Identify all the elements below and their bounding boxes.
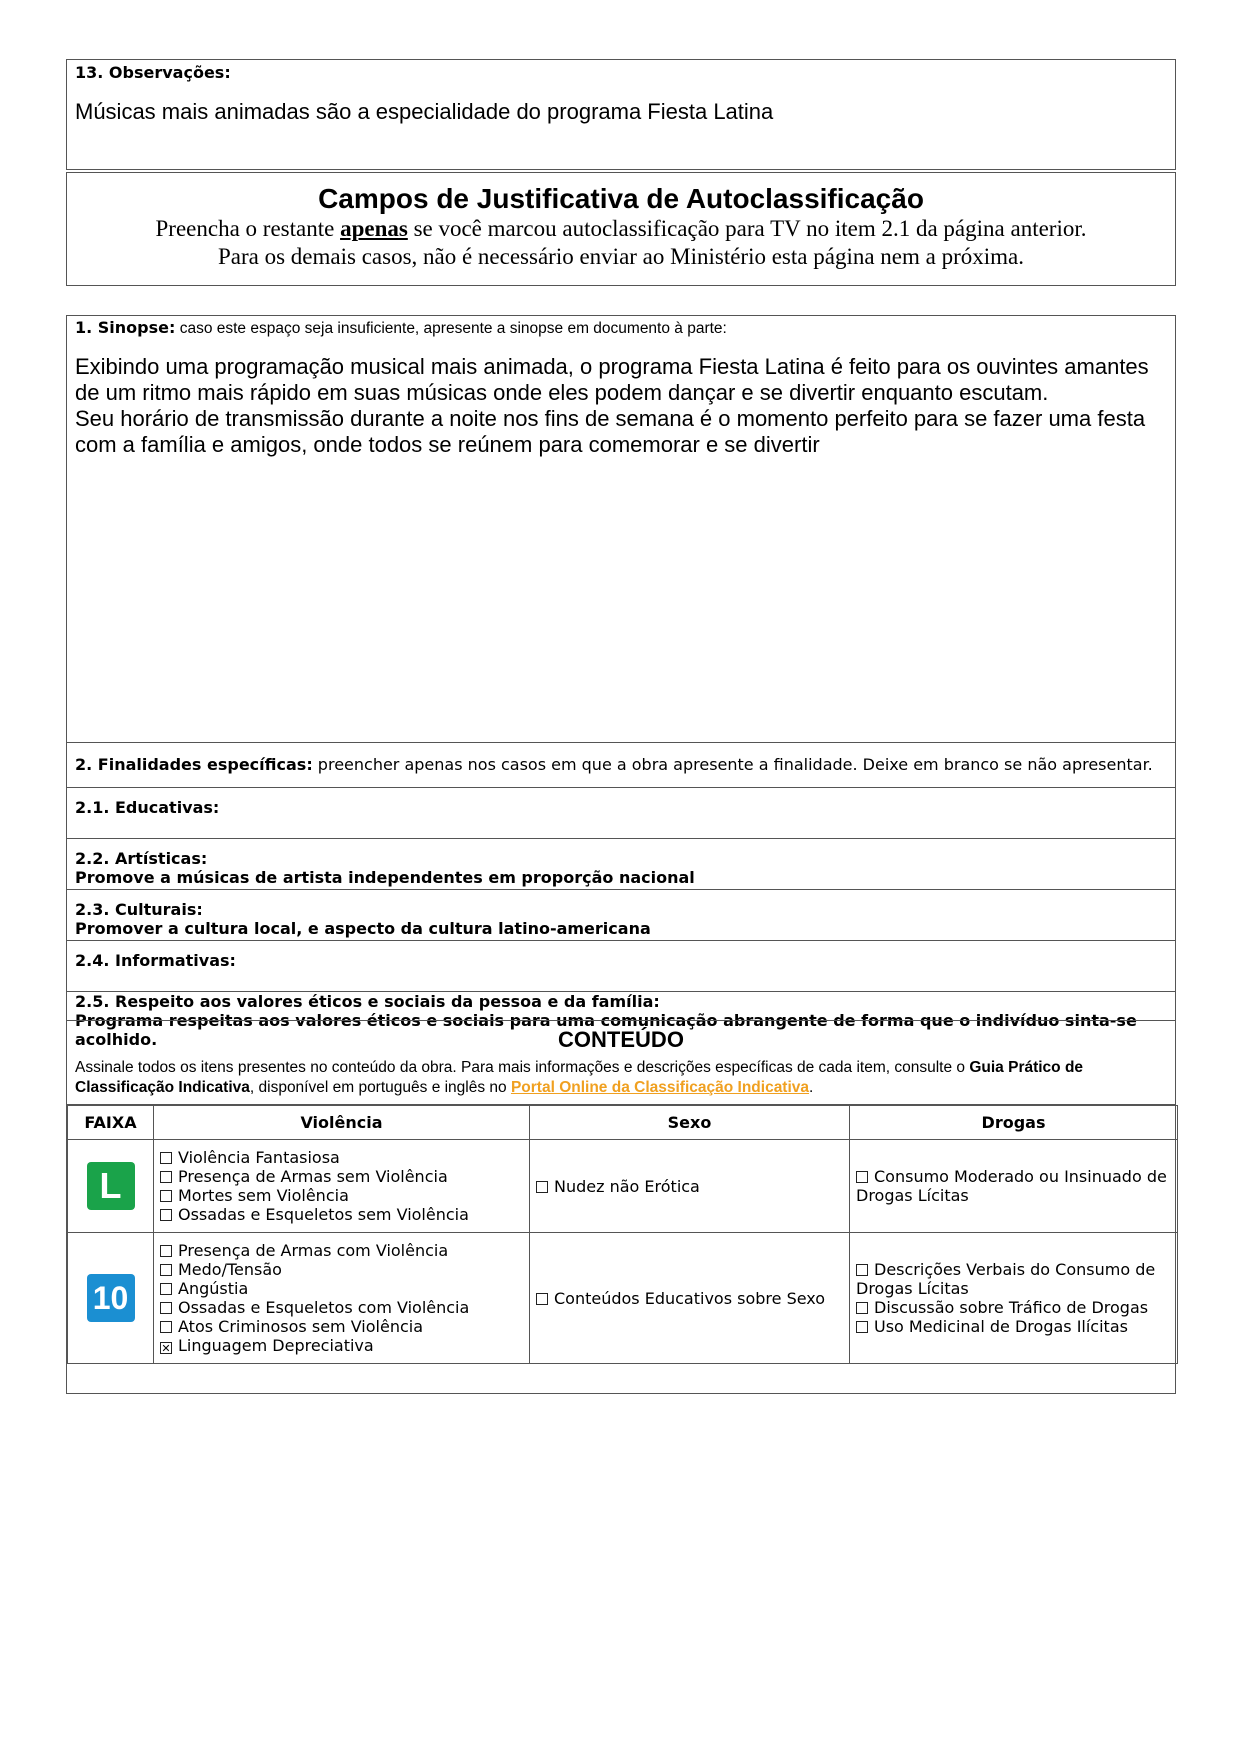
checkbox-item[interactable] bbox=[856, 1260, 1171, 1298]
table-row-l bbox=[68, 1140, 1178, 1233]
drogas-cell bbox=[850, 1233, 1178, 1364]
checkbox[interactable] bbox=[856, 1321, 868, 1333]
checkbox-label: Discussão sobre Tráfico de Drogas bbox=[874, 1298, 1149, 1317]
header-drogas: Drogas bbox=[850, 1106, 1178, 1140]
checkbox-label: Uso Medicinal de Drogas Ilícitas bbox=[874, 1317, 1128, 1336]
checkbox-item[interactable] bbox=[160, 1336, 523, 1355]
finalidade-content bbox=[75, 951, 236, 970]
finalidade-content bbox=[75, 900, 651, 938]
conteudo-table bbox=[67, 1105, 1178, 1364]
finalidade-informativas[interactable] bbox=[67, 941, 1175, 992]
campos-instruction-line1 bbox=[67, 215, 1175, 243]
finalidades-hint: preencher apenas nos casos em que a obra apresente a finalidade. Deixe em branco se não apresentar. bbox=[312, 755, 1153, 774]
checkbox-checked[interactable]: ✕ bbox=[161, 1342, 171, 1355]
header-sexo: Sexo bbox=[530, 1106, 850, 1140]
sinopse-label: 1. Sinopse: bbox=[75, 318, 176, 337]
checkbox-label: Ossadas e Esqueletos com Violência bbox=[178, 1298, 470, 1317]
checkbox-item[interactable] bbox=[160, 1260, 523, 1279]
drogas-cell bbox=[850, 1140, 1178, 1233]
finalidade-content bbox=[75, 798, 219, 817]
finalidade-value: Promove a músicas de artista independentes em proporção nacional bbox=[75, 868, 695, 887]
conteudo-text-mid: , disponível em português e inglês no bbox=[249, 1079, 511, 1096]
faixa-cell bbox=[68, 1140, 154, 1233]
checkbox-label: Consumo Moderado ou Insinuado de Drogas Lícitas bbox=[856, 1167, 1167, 1205]
header-faixa: FAIXA bbox=[68, 1106, 154, 1140]
finalidade-label: 2.3. Culturais: bbox=[75, 900, 203, 919]
observacoes-text[interactable]: Músicas mais animadas são a especialidade do programa Fiesta Latina bbox=[75, 99, 774, 124]
finalidade-educativas[interactable] bbox=[67, 788, 1175, 839]
finalidade-value: Promover a cultura local, e aspecto da cultura latino-americana bbox=[75, 919, 651, 938]
line1-emphasis: apenas bbox=[340, 216, 408, 241]
finalidade-label: 2.4. Informativas: bbox=[75, 951, 236, 970]
finalidade-culturais[interactable] bbox=[67, 890, 1175, 941]
violencia-cell bbox=[154, 1233, 530, 1364]
finalidade-label: 2.1. Educativas: bbox=[75, 798, 220, 817]
checkbox-item[interactable] bbox=[160, 1148, 523, 1167]
checkbox-label: Presença de Armas com Violência bbox=[178, 1241, 449, 1260]
checkbox[interactable] bbox=[160, 1152, 172, 1164]
checkbox-item[interactable] bbox=[160, 1167, 523, 1186]
line1-post: se você marcou autoclassificação para TV no item 2.1 da página anterior. bbox=[407, 216, 1087, 241]
line1-pre: Preencha o restante bbox=[155, 216, 341, 241]
checkbox-label: Conteúdos Educativos sobre Sexo bbox=[554, 1288, 826, 1308]
checkbox[interactable] bbox=[856, 1171, 868, 1183]
violencia-cell bbox=[154, 1140, 530, 1233]
sinopse-hint: caso este espaço seja insuficiente, apresente a sinopse em documento à parte: bbox=[175, 320, 727, 337]
checkbox-label: Nudez não Erótica bbox=[554, 1176, 700, 1196]
checkbox[interactable] bbox=[536, 1181, 548, 1193]
sinopse-label-line bbox=[75, 318, 727, 338]
checkbox-item[interactable] bbox=[160, 1317, 523, 1336]
finalidade-label: 2.5. Respeito aos valores éticos e sociais da pessoa e da família: bbox=[75, 992, 660, 1011]
conteudo-instructions bbox=[75, 1058, 1163, 1098]
finalidades-label-line bbox=[75, 755, 1153, 774]
finalidades-label: 2. Finalidades específicas: bbox=[75, 755, 313, 774]
finalidade-content bbox=[75, 849, 695, 887]
campos-header bbox=[66, 172, 1176, 286]
checkbox-item[interactable] bbox=[160, 1298, 523, 1317]
sinopse-text[interactable] bbox=[75, 354, 1155, 458]
faixa-cell bbox=[68, 1233, 154, 1364]
checkbox[interactable] bbox=[160, 1302, 172, 1314]
conteudo-heading: CONTEÚDO bbox=[558, 1027, 684, 1052]
observacoes-box bbox=[66, 59, 1176, 170]
rating-badge-l: L bbox=[87, 1162, 135, 1210]
checkbox[interactable] bbox=[160, 1209, 172, 1221]
checkbox-label: Presença de Armas sem Violência bbox=[178, 1167, 448, 1186]
sinopse-section bbox=[67, 316, 1175, 743]
checkbox[interactable] bbox=[160, 1171, 172, 1183]
checkbox[interactable] bbox=[856, 1302, 868, 1314]
finalidade-artisticas[interactable] bbox=[67, 839, 1175, 890]
checkbox[interactable] bbox=[160, 1264, 172, 1276]
checkbox-item[interactable] bbox=[160, 1279, 523, 1298]
campos-instruction-line2: Para os demais casos, não é necessário enviar ao Ministério esta página nem a próxima. bbox=[217, 244, 1024, 269]
conteudo-section bbox=[67, 1020, 1175, 1105]
checkbox[interactable] bbox=[160, 1190, 172, 1202]
checkbox-item[interactable] bbox=[160, 1186, 523, 1205]
checkbox-label: Ossadas e Esqueletos sem Violência bbox=[178, 1205, 469, 1224]
header-violencia: Violência bbox=[154, 1106, 530, 1140]
guia-pratico-ref: Guia Prático de Classificação Indicativa bbox=[75, 1059, 1084, 1096]
checkbox[interactable] bbox=[160, 1283, 172, 1295]
table-row-10 bbox=[68, 1233, 1178, 1364]
checkbox-label: Mortes sem Violência bbox=[178, 1186, 349, 1205]
conteudo-text-end: . bbox=[809, 1079, 814, 1096]
checkbox-item[interactable] bbox=[536, 1289, 843, 1308]
checkbox[interactable] bbox=[160, 1321, 172, 1333]
checkbox-item[interactable] bbox=[536, 1177, 843, 1196]
table-header-row bbox=[68, 1106, 1178, 1140]
finalidade-label: 2.2. Artísticas: bbox=[75, 849, 208, 868]
campos-heading: Campos de Justificativa de Autoclassificação bbox=[318, 183, 924, 214]
checkbox-item[interactable] bbox=[160, 1205, 523, 1224]
observacoes-title: 13. Observações: bbox=[75, 63, 231, 82]
conteudo-text-pre: Assinale todos os itens presentes no conteúdo da obra. Para mais informações e descrições específicas de cada item, consulte o bbox=[75, 1059, 970, 1076]
checkbox-label: Violência Fantasiosa bbox=[178, 1148, 340, 1167]
checkbox-label: Medo/Tensão bbox=[178, 1260, 282, 1279]
checkbox-label: Descrições Verbais do Consumo de Drogas Lícitas bbox=[856, 1260, 1156, 1298]
checkbox[interactable] bbox=[856, 1264, 868, 1276]
checkbox-item[interactable] bbox=[856, 1317, 1171, 1336]
sexo-cell bbox=[530, 1233, 850, 1364]
checkbox-item[interactable] bbox=[856, 1167, 1171, 1205]
checkbox-label: Angústia bbox=[178, 1279, 249, 1298]
rating-badge-10: 10 bbox=[87, 1274, 135, 1322]
checkbox-item[interactable] bbox=[160, 1241, 523, 1260]
sexo-cell bbox=[530, 1140, 850, 1233]
finalidade-value: Programa respeitas aos valores éticos e sociais para uma comunicação abrangente de forma que o indivíduo sinta-se acolhido. bbox=[75, 1011, 1137, 1049]
checkbox[interactable] bbox=[160, 1245, 172, 1257]
sinopse-paragraph-1: Exibindo uma programação musical mais animada, o programa Fiesta Latina é feito para os ouvintes amantes de um ritmo mais rápido em suas músicas onde eles podem dançar e se divertir enquanto escutam. bbox=[75, 354, 1149, 405]
checkbox[interactable] bbox=[536, 1293, 548, 1305]
sinopse-paragraph-2: Seu horário de transmissão durante a noite nos fins de semana é o momento perfeito para se fazer uma festa com a família e amigos, onde todos se reúnem para comemorar e se divertir bbox=[75, 406, 1146, 457]
checkbox-item[interactable] bbox=[856, 1298, 1171, 1317]
checkbox-label: Linguagem Depreciativa bbox=[178, 1336, 374, 1355]
finalidades-section bbox=[67, 743, 1175, 788]
justificativa-form bbox=[66, 315, 1176, 1394]
portal-online-link[interactable]: Portal Online da Classificação Indicativa bbox=[510, 1079, 810, 1096]
checkbox-label: Atos Criminosos sem Violência bbox=[178, 1317, 424, 1336]
